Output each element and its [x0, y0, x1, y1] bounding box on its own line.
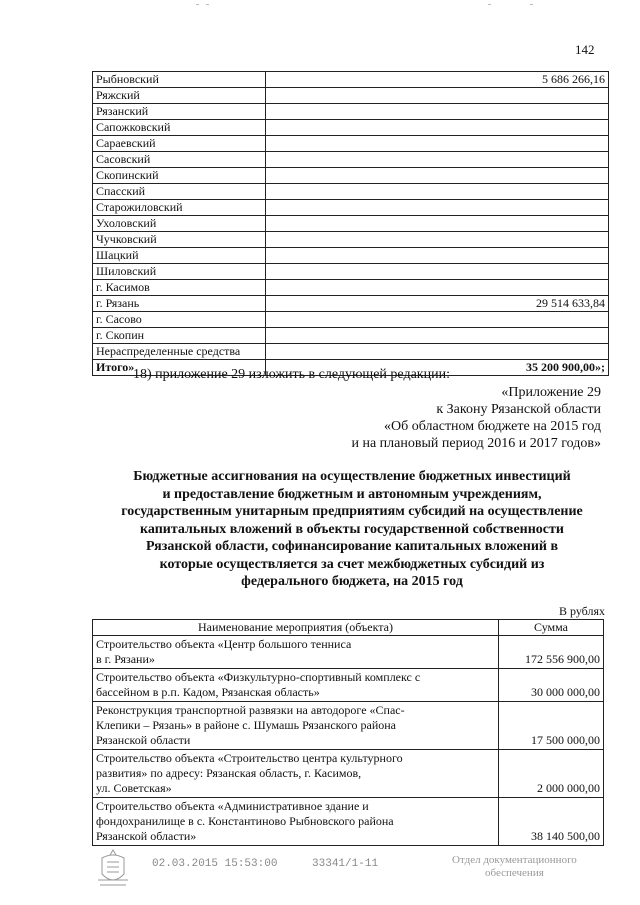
district-name: Рыбновский — [93, 72, 266, 88]
project-name — [93, 798, 499, 846]
table-row — [93, 136, 609, 152]
project-name — [93, 636, 499, 669]
table-row — [93, 152, 609, 168]
district-name: Сасовский — [93, 152, 266, 168]
dept-line: Отдел документационного — [452, 854, 577, 866]
district-amount — [266, 120, 609, 136]
table-row — [93, 312, 609, 328]
district-name: Ухоловский — [93, 216, 266, 232]
table-row — [93, 248, 609, 264]
registration-stamp — [152, 858, 406, 870]
table-row — [93, 264, 609, 280]
project-amount: 172 556 900,00 — [499, 636, 604, 669]
column-header-amount: Сумма — [499, 620, 604, 636]
district-name: Спасский — [93, 184, 266, 200]
district-name: Сапожковский — [93, 120, 266, 136]
table-row — [93, 280, 609, 296]
district-amount — [266, 312, 609, 328]
project-name-line: Строительство объекта «Центр большого тенниса — [96, 637, 352, 651]
appendix-line: «Об областном бюджете на 2015 год — [384, 419, 601, 434]
project-name-line: Клепики – Рязань» в районе с. Шумашь Рязанского района — [96, 718, 396, 732]
stamp-doc-id: 33341/1-11 — [312, 858, 379, 870]
project-amount: 17 500 000,00 — [499, 702, 604, 750]
district-amount — [266, 344, 609, 360]
table-row — [93, 636, 604, 669]
project-name — [93, 750, 499, 798]
project-name-line: развития» по адресу: Рязанская область, г. Касимов, — [96, 766, 362, 780]
document-title — [92, 468, 612, 591]
title-line: капитальных вложений в объекты государственной собственности — [140, 521, 564, 537]
project-name — [93, 702, 499, 750]
scan-top-marks — [0, 4, 640, 8]
district-name: Рязанский — [93, 104, 266, 120]
total-amount: 35 200 900,00»; — [266, 360, 609, 376]
district-amount — [266, 328, 609, 344]
table-row — [93, 72, 609, 88]
stamp-timestamp: 02.03.2015 15:53:00 — [152, 858, 278, 870]
project-name-line: в г. Рязани» — [96, 652, 155, 666]
district-name: Нераспределенные средства — [93, 344, 266, 360]
appendix-line: и на плановый период 2016 и 2017 годов» — [351, 436, 601, 451]
project-name-line: ул. Советская» — [96, 781, 172, 795]
department-watermark — [452, 854, 577, 880]
currency-unit-label: В рублях — [558, 604, 605, 618]
district-amount — [266, 184, 609, 200]
table-row — [93, 184, 609, 200]
table-row — [93, 168, 609, 184]
project-name-line: Строительство объекта «Физкультурно-спортивный комплекс с — [96, 670, 421, 684]
project-amount: 2 000 000,00 — [499, 750, 604, 798]
title-line: и предоставление бюджетным и автономным учреждениям, — [162, 486, 542, 502]
district-amount — [266, 264, 609, 280]
district-name: Ряжский — [93, 88, 266, 104]
project-name-line: Строительство объекта «Строительство центра культурного — [96, 751, 403, 765]
coat-of-arms-icon — [96, 848, 130, 890]
district-amount — [266, 152, 609, 168]
district-amount — [266, 104, 609, 120]
district-amount — [266, 168, 609, 184]
district-name: Сараевский — [93, 136, 266, 152]
district-name: г. Сасово — [93, 312, 266, 328]
project-name-line: Строительство объекта «Административное здание и — [96, 799, 369, 813]
table-row — [93, 232, 609, 248]
total-label: Итого» — [93, 360, 266, 376]
project-name-line: бассейном в р.п. Кадом, Рязанская область» — [96, 685, 320, 699]
table-row — [93, 328, 609, 344]
budget-allocation-table — [92, 71, 609, 376]
dept-line: обеспечения — [485, 867, 544, 879]
table-row — [93, 200, 609, 216]
district-name: г. Рязань — [93, 296, 266, 312]
project-name-line: фондохранилище в с. Константиново Рыбновского района — [96, 814, 394, 828]
district-amount — [266, 136, 609, 152]
table-row — [93, 702, 604, 750]
project-name-line: Реконструкция транспортной развязки на автодороге «Спас- — [96, 703, 405, 717]
amendment-paragraph: 18) приложение 29 изложить в следующей редакции: — [133, 367, 450, 382]
title-line: федерального бюджета, на 2015 год — [241, 574, 463, 589]
appendix-header — [351, 384, 601, 452]
projects-table-body — [93, 636, 604, 846]
district-name: г. Скопин — [93, 328, 266, 344]
budget-table-body — [93, 72, 609, 376]
table-row — [93, 798, 604, 846]
district-name: Шиловский — [93, 264, 266, 280]
table-row — [93, 344, 609, 360]
column-header-name: Наименование мероприятия (объекта) — [93, 620, 499, 636]
district-amount — [266, 232, 609, 248]
project-name — [93, 669, 499, 702]
district-amount: 5 686 266,16 — [266, 72, 609, 88]
table-row — [93, 104, 609, 120]
appendix-line: к Закону Рязанской области — [436, 402, 601, 417]
title-line: государственным унитарным предприятиям субсидий на осуществление — [121, 504, 583, 519]
page-number: 142 — [575, 42, 595, 57]
district-name: Чучковский — [93, 232, 266, 248]
title-line: Рязанской области, софинансирование капитальных вложений в — [145, 539, 559, 554]
district-amount — [266, 280, 609, 296]
title-line: Бюджетные ассигнования на осуществление бюджетных инвестиций — [133, 469, 571, 484]
district-name: г. Касимов — [93, 280, 266, 296]
district-name: Шацкий — [93, 248, 266, 264]
district-amount: 29 514 633,84 — [266, 296, 609, 312]
appendix-line: «Приложение 29 — [501, 385, 601, 400]
district-name: Скопинский — [93, 168, 266, 184]
projects-table — [92, 619, 604, 846]
district-amount — [266, 248, 609, 264]
table-row — [93, 750, 604, 798]
project-amount: 38 140 500,00 — [499, 798, 604, 846]
table-row — [93, 216, 609, 232]
project-amount: 30 000 000,00 — [499, 669, 604, 702]
project-name-line: Рязанской области — [96, 733, 191, 747]
table-row — [93, 120, 609, 136]
table-row — [93, 669, 604, 702]
table-row — [93, 88, 609, 104]
district-amount — [266, 88, 609, 104]
projects-header-row — [93, 620, 604, 636]
district-amount — [266, 200, 609, 216]
title-line: которые осуществляется за счет межбюджетных субсидий из — [159, 556, 545, 572]
district-amount — [266, 216, 609, 232]
table-row — [93, 296, 609, 312]
project-name-line: Рязанской области» — [96, 829, 197, 843]
district-name: Старожиловский — [93, 200, 266, 216]
